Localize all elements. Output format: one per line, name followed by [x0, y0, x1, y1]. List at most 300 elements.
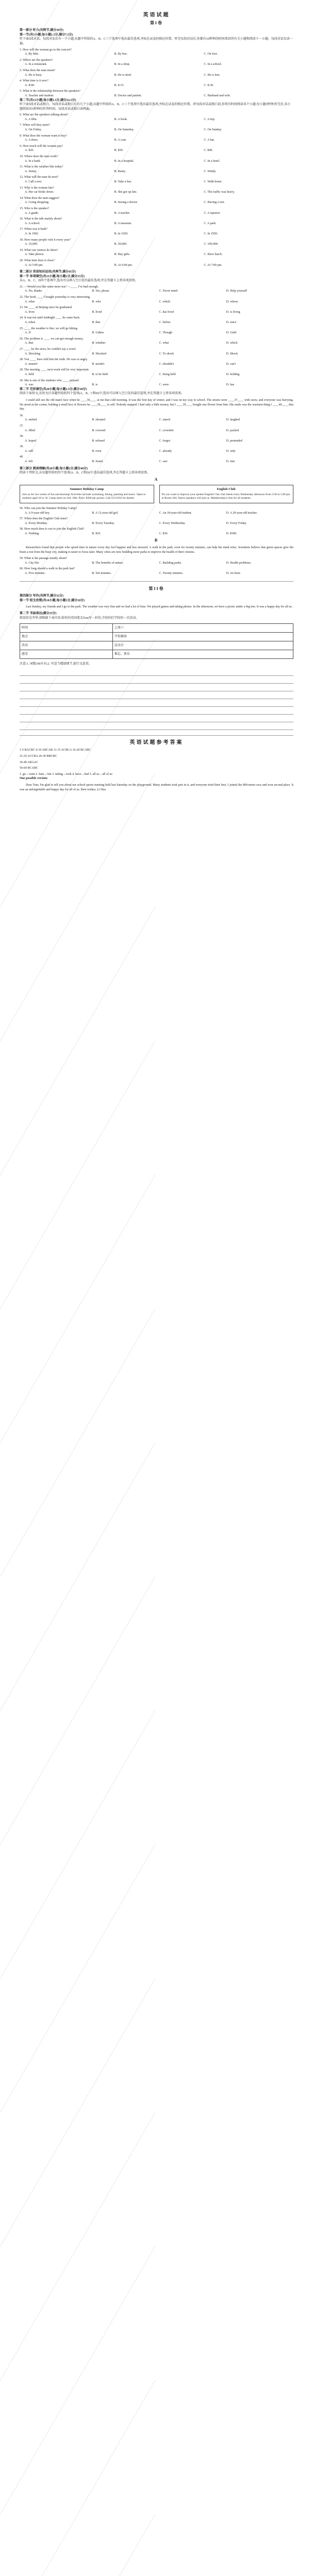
listening-question-text: 11. What is the weather like today?	[20, 165, 63, 169]
listening-question	[20, 79, 293, 88]
grammar-question-text: 26. The problem is ____ we can get enough money.	[20, 337, 84, 341]
grammar-question-text: 23. He ____ in Beijing since he graduated.	[20, 306, 73, 310]
listening-question-text: 7. When will they meet?	[20, 124, 50, 127]
reading-a-option-b[interactable]: B. A 12-year-old girl.	[92, 511, 119, 515]
reading-b-option-b[interactable]: B. The benefits of nature.	[92, 561, 124, 565]
cloze-option-a[interactable]: A. hoped	[25, 439, 36, 443]
listening-questions-1-5	[20, 48, 293, 98]
grammar-option-a[interactable]: A. lives	[25, 310, 35, 314]
cloze-options	[20, 418, 293, 422]
grammar-options	[20, 362, 293, 367]
listening-option-b[interactable]: B. Seeing a doctor.	[114, 201, 138, 205]
watermark-line	[0, 1443, 156, 1845]
listening-question	[20, 58, 293, 67]
listening-option-b[interactable]: B. He is tired.	[114, 73, 132, 77]
reading-b-option-c[interactable]: C. Building parks.	[159, 561, 182, 565]
listening-option-b[interactable]: B. A book.	[114, 117, 128, 121]
listening-question-text: 16. What is the talk mainly about?	[20, 217, 62, 221]
cloze-option-c[interactable]: C. saw	[159, 460, 168, 464]
watermark-line	[0, 1309, 156, 1711]
listening-section-2-heading: 第二节(共15小题;每小题1.5分,满分22.5分)	[20, 98, 76, 102]
grammar-option-d[interactable]: D. Shock	[226, 352, 238, 355]
divider	[20, 581, 293, 582]
cloze-question-number: 37.	[20, 424, 24, 428]
listening-option-c[interactable]: C. At 7:00 pm.	[204, 263, 222, 267]
reading-a-option-c[interactable]: C. Every Wednesday.	[159, 521, 186, 525]
divider-answers	[20, 735, 293, 736]
listening-question	[20, 259, 293, 267]
reading-a-option-c[interactable]: C. An 18-year-old student.	[159, 511, 192, 515]
answers-listening: 1-5 BACBC 6-10 ABCAB 11-15 ACBCA 16-20 BCABC	[20, 749, 91, 752]
listening-option-c[interactable]: C. A trip.	[204, 117, 216, 121]
grammar-option-d[interactable]: D. which	[226, 342, 238, 345]
watermark-line	[0, 1175, 156, 1577]
cloze-option-d[interactable]: D. met	[226, 460, 235, 464]
listening-question-text: 19. What can visitors do there?	[20, 248, 58, 252]
grammar-option-c[interactable]: C. which	[159, 300, 171, 303]
cloze-option-b[interactable]: B. even	[92, 449, 102, 453]
grammar-option-c[interactable]: C. Though	[159, 331, 173, 335]
correction-heading: 第一节 短文改错(共10小题;每小题1分,满分10分)	[20, 599, 85, 602]
listening-options	[20, 190, 293, 195]
listening-question	[20, 175, 293, 184]
grammar-question	[20, 285, 293, 294]
grammar-option-d[interactable]: D. holding	[226, 372, 240, 376]
cloze-question-number: 40.	[20, 455, 24, 459]
reading-a-options	[20, 532, 293, 536]
grammar-option-b[interactable]: B. Shocked	[92, 352, 106, 355]
writing-answer-lines[interactable]	[20, 668, 293, 730]
listening-option-c[interactable]: C. A park.	[204, 222, 217, 225]
listening-option-a[interactable]: A. By bike.	[25, 53, 39, 56]
grammar-options	[20, 331, 293, 335]
reading-a-label: A	[154, 477, 159, 482]
grammar-question-text: 25. ____ the weather is fine, we will go hiking.	[20, 327, 78, 330]
grammar-option-a[interactable]: A. held	[25, 372, 34, 376]
cloze-options	[20, 460, 293, 464]
volume-1-heading: 第I卷	[150, 20, 163, 25]
grammar-question	[20, 327, 293, 335]
reading-a-option-c[interactable]: C. $30.	[159, 532, 169, 535]
listening-option-a[interactable]: A. Call a taxi.	[25, 180, 42, 183]
writing-table-row	[20, 641, 293, 650]
writing-table-cell: 地点	[20, 633, 113, 641]
grammar-option-a[interactable]: A. No, thanks	[25, 290, 42, 293]
grammar-option-b[interactable]: B. lived	[92, 310, 102, 314]
cloze-option-a[interactable]: A. smiled	[25, 418, 37, 422]
reading-b-option-a[interactable]: A. City life.	[25, 561, 40, 565]
reading-instructions: 阅读下列短文,从每题所给的四个选项(A、B、C和D)中,选出最佳选项,并在答题卡上将该项涂黑。	[20, 471, 151, 475]
listening-option-a[interactable]: A. He is busy.	[25, 73, 42, 77]
listening-option-c[interactable]: C. $40.	[204, 149, 213, 152]
grammar-option-b[interactable]: B. Yes, please	[92, 290, 109, 293]
cloze-question	[20, 445, 293, 453]
listening-question-text: 12. What will the man do next?	[20, 176, 59, 179]
writing-instructions: 假设你是李华,请根据下表内容,给你的英国笔友Tom写一封信,介绍你们学校的一次活动。	[20, 616, 139, 620]
grammar-option-a[interactable]: A. mustn't	[25, 362, 38, 366]
cloze-option-c[interactable]: C. crowded	[159, 429, 174, 432]
listening-option-c[interactable]: C. Husband and wife.	[204, 94, 231, 97]
listening-option-b[interactable]: B. On Saturday.	[114, 128, 134, 132]
listening-options	[20, 148, 293, 153]
listening-option-c[interactable]: C. A hat.	[204, 139, 215, 142]
listening-question-text: 5. What is the relationship between the speakers?	[20, 90, 81, 93]
grammar-option-d[interactable]: D. Help yourself	[226, 290, 247, 293]
cloze-option-a[interactable]: A. filled	[25, 429, 35, 432]
grammar-option-b[interactable]: B. to be held	[92, 372, 108, 376]
grammar-question	[20, 306, 293, 314]
reading-a-option-d[interactable]: D. Every Friday.	[226, 521, 247, 525]
reading-a-options	[20, 521, 293, 526]
listening-option-a[interactable]: A. 10,000.	[25, 243, 38, 246]
listening-option-c[interactable]: C. Having a rest.	[204, 201, 225, 205]
grammar-option-b[interactable]: B. who	[92, 300, 101, 303]
listening-option-b[interactable]: B. A teacher.	[114, 211, 130, 215]
reading-b-label: B	[154, 537, 159, 543]
cloze-question	[20, 455, 293, 464]
listening-option-a[interactable]: A. A school.	[25, 222, 40, 225]
reading-a-option-b[interactable]: B. Every Tuesday.	[92, 521, 115, 525]
cloze-question	[20, 424, 293, 433]
grammar-question	[20, 347, 293, 356]
grammar-option-a[interactable]: A. If	[25, 331, 31, 335]
writing-table-cell: 感受	[20, 650, 113, 659]
listening-options	[20, 200, 293, 205]
writing-table-cell: 难忘、快乐	[112, 650, 293, 659]
notice-box-left	[20, 485, 154, 503]
cloze-options	[20, 439, 293, 444]
listening-option-c[interactable]: C. On foot.	[204, 53, 218, 56]
listening-option-a[interactable]: A. $20.	[25, 149, 34, 152]
cloze-options	[20, 449, 293, 454]
listening-question	[20, 207, 293, 215]
notice-boxes	[20, 485, 293, 503]
listening-question-text: 2. Where are the speakers?	[20, 58, 53, 62]
listening-question	[20, 89, 293, 98]
reading-a-question-text: 56. Who can join the Summer Holiday Camp?	[20, 506, 77, 510]
grammar-question	[20, 316, 293, 325]
grammar-question-text: 24. It was not until midnight ____ he came back.	[20, 316, 80, 320]
listening-option-c[interactable]: C. The traffic was heavy.	[204, 191, 235, 194]
grammar-option-d[interactable]: D. has	[226, 383, 235, 387]
cloze-option-c[interactable]: C. stared	[159, 418, 170, 422]
notice-box-right-body: Do you want to improve your spoken English? Our club meets every Wednesday afternoon from 3:30 to 5:00 pm in Room 204. Native speakers will join us. Membership is free for all students.	[161, 493, 290, 500]
listening-question	[20, 69, 293, 77]
cloze-question-number: 39.	[20, 445, 24, 449]
grammar-option-c[interactable]: C. being held	[159, 372, 176, 376]
grammar-option-b[interactable]: B. Unless	[92, 331, 104, 335]
cloze-options	[20, 414, 293, 464]
listening-option-a[interactable]: A. Teacher and student.	[25, 94, 54, 97]
listening-option-a[interactable]: A. A dress.	[25, 139, 39, 142]
reading-a-options	[20, 511, 293, 516]
grammar-option-c[interactable]: C. Never mind	[159, 290, 177, 293]
listening-question	[20, 227, 293, 236]
listening-option-a[interactable]: A. 8:00.	[25, 83, 35, 87]
answers-grammar: 21-25 ACCBA 26-30 BBCBC	[20, 755, 57, 758]
grammar-option-d[interactable]: D. since	[226, 321, 237, 325]
listening-option-b[interactable]: B. Rainy.	[114, 170, 126, 173]
reading-b-questions	[20, 556, 293, 575]
part-4-heading: 第四部分 写作(共两节,满分35分)	[20, 595, 63, 598]
listening-question	[20, 113, 293, 122]
grammar-option-a[interactable]: A. that	[25, 342, 34, 345]
listening-section-2-instructions: 听下面5段对话或独白。每段对话或独白后有几个小题,从题中所给的A、B、C三个选项中选出最佳选项,并标在试卷的相应位置。听每段对话或独白前,你将有时间阅读各个小题,每小题5秒钟;听完后,各小题将给出5秒钟的作答时间。每段对话或独白读两遍。	[20, 103, 291, 111]
watermark-line	[0, 1577, 156, 1979]
listening-option-b[interactable]: B. At 6:00 pm.	[114, 263, 133, 267]
cloze-option-b[interactable]: B. refused	[92, 439, 105, 443]
listening-question	[20, 248, 293, 257]
cloze-option-a[interactable]: A. still	[25, 449, 34, 453]
watermark-line	[0, 1711, 156, 2113]
reading-a-question	[20, 506, 293, 515]
listening-option-c[interactable]: C. On Sunday.	[204, 128, 222, 132]
listening-question-text: 13. Why is the woman late?	[20, 186, 54, 190]
listening-options	[20, 94, 293, 98]
listening-option-b[interactable]: B. In 1920.	[114, 232, 128, 235]
grammar-option-c[interactable]: C. what	[159, 342, 169, 345]
grammar-question-text: 28. You ____ have told him the truth. He was so angry.	[20, 358, 88, 362]
listening-option-b[interactable]: B. Buy gifts.	[114, 253, 130, 257]
grammar-option-d[interactable]: D. is living	[226, 310, 240, 314]
listening-option-a[interactable]: A. Take photos.	[25, 253, 44, 257]
reading-b-question	[20, 556, 293, 565]
grammar-option-c[interactable]: C. To shock	[159, 352, 174, 355]
notice-box-right-title: English Club	[217, 487, 236, 492]
grammar-question	[20, 337, 293, 346]
grammar-question-text: 29. The meeting ____ next week will be very important.	[20, 368, 90, 372]
listening-question-text: 6. What are the speakers talking about?	[20, 113, 69, 117]
grammar-question-text: 27. ____ by the news, he couldn't say a word.	[20, 348, 76, 351]
volume-2-heading: 第II卷	[149, 586, 164, 591]
reading-a-question	[20, 527, 293, 536]
writing-table-row	[20, 624, 293, 633]
grammar-options	[20, 383, 293, 387]
cloze-question-number: 36.	[20, 414, 24, 417]
reading-a-option-a[interactable]: A. Every Monday.	[25, 521, 48, 525]
listening-option-b[interactable]: B. $30.	[114, 149, 124, 152]
part-3-heading: 第三部分 阅读理解(共20小题;每小题2分,满分40分)	[20, 467, 88, 470]
listening-options	[20, 211, 293, 216]
grammar-questions	[20, 285, 293, 387]
reading-b-question-text: 59. What is the passage mainly about?	[20, 557, 68, 561]
cloze-question-number: 38.	[20, 435, 24, 438]
listening-option-a[interactable]: A. Her car broke down.	[25, 191, 54, 194]
listening-option-c[interactable]: C. Walk home.	[204, 180, 223, 183]
grammar-question	[20, 368, 293, 377]
answers-writing-title: One possible version:	[20, 777, 48, 781]
reading-a-option-d[interactable]: D. $300.	[226, 532, 237, 535]
grammar-options	[20, 372, 293, 377]
listening-option-b[interactable]: B. She got up late.	[114, 191, 137, 194]
reading-b-passage: Researchers found that people who spend time in nature every day feel happier and less stressed. A walk in the park, even for twenty minutes, can help the mind relax. Scientists believe that green spaces give the brain a rest from the busy city, making it easier to focus later. Many cities are now building more parks to improve the health of their citizens.	[20, 546, 293, 554]
listening-option-a[interactable]: A. Going shopping.	[25, 201, 50, 205]
listening-option-a[interactable]: A. Sunny.	[25, 170, 37, 173]
reading-a-option-d[interactable]: D. A 20-year-old teacher.	[226, 511, 258, 515]
watermark-line	[0, 2515, 156, 2576]
listening-question	[20, 123, 293, 132]
listening-questions-6-20	[20, 113, 293, 267]
listening-question-text: 1. How will the woman go to the concert?	[20, 48, 72, 52]
listening-question-text: 8. What does the woman want to buy?	[20, 134, 67, 138]
grammar-option-a[interactable]: A. when	[25, 321, 36, 325]
grammar-option-c[interactable]: C. before	[159, 321, 171, 325]
part-1-heading: 第一部分 听力(共两节,满分30分)	[20, 29, 63, 32]
listening-option-b[interactable]: B. In a hospital.	[114, 159, 134, 163]
listening-option-b[interactable]: B. Doctor and patient.	[114, 94, 142, 97]
listening-option-a[interactable]: A. In a restaurant.	[25, 63, 47, 66]
grammar-option-a[interactable]: A. Shocking	[25, 352, 40, 355]
reading-b-option-d[interactable]: D. Health problems.	[226, 561, 252, 565]
notice-box-left-body: Join us for two weeks of fun and learning! Activities include swimming, hiking, painting and music. Open to students aged 10 to 16. Camp starts on July 10th. Price: $300 per person. Call 555-0192 for details.	[22, 493, 146, 500]
listening-option-c[interactable]: C. 8:30.	[204, 83, 214, 87]
grammar-option-b[interactable]: B. is	[92, 383, 98, 387]
listening-question	[20, 238, 293, 247]
grammar-option-b[interactable]: B. whether	[92, 342, 106, 345]
reading-b-option-b[interactable]: B. Ten minutes.	[92, 572, 112, 575]
reading-a-option-b[interactable]: B. $10.	[92, 532, 101, 535]
cloze-option-b[interactable]: B. shouted	[92, 418, 105, 422]
grammar-question	[20, 358, 293, 366]
cloze-option-a[interactable]: A. felt	[25, 460, 33, 464]
grammar-question	[20, 379, 293, 387]
listening-question-text: 4. What time is it now?	[20, 79, 48, 83]
listening-option-b[interactable]: B. In a shop.	[114, 63, 130, 66]
reading-a-question-text: 57. When does the English Club meet?	[20, 517, 68, 521]
listening-option-c[interactable]: C. He is free.	[204, 73, 221, 77]
listening-option-a[interactable]: A. In a bank.	[25, 159, 41, 163]
listening-question-text: 3. What does the man mean?	[20, 69, 56, 72]
cloze-option-b[interactable]: B. found	[92, 460, 103, 464]
listening-options	[20, 128, 293, 132]
writing-table-cell: 运动会	[112, 641, 293, 650]
grammar-options	[20, 310, 293, 315]
grammar-question-text: 22. The book ____ I bought yesterday is very interesting.	[20, 296, 91, 299]
listening-options	[20, 62, 293, 67]
listening-option-c[interactable]: C. A reporter.	[204, 211, 221, 215]
grammar-option-a[interactable]: A. what	[25, 300, 35, 303]
correction-passage: Last Sunday, my friends and I go to the park. The weather was very fine and we had a lot of funs. We played games and taking photos. In the afternoon, we have a picnic under a big tree. It was a happy day for all us.	[26, 605, 293, 609]
watermark-line	[0, 1041, 156, 1443]
grammar-option-a[interactable]: A. was	[25, 383, 34, 387]
writing-table-cell: 上周六	[112, 624, 293, 633]
listening-options	[20, 73, 293, 78]
cloze-option-b[interactable]: B. covered	[92, 429, 106, 432]
listening-option-a[interactable]: A. A guide.	[25, 211, 39, 215]
grammar-option-c[interactable]: C. shouldn't	[159, 362, 174, 366]
reading-b-question-text: 60. How long should a walk in the park last?	[20, 567, 75, 571]
writing-table-row	[20, 650, 293, 659]
listening-option-a[interactable]: A. A film.	[25, 117, 38, 121]
listening-section-1-instructions: 听下面5段对话。每段对话后有一个小题,从题中所给的A、B、C三个选项中选出最佳选项,并标在试卷的相应位置。听完每段对话后,你都有10秒钟的时间来回答有关小题和阅读下一小题。每段对话仅读一遍。	[20, 38, 293, 45]
cloze-passage: I could still see the old man's face when he ____36____ at me that cold morning. It was the first day of winter, and I was on my way to school. The streets were ____37____ with snow, and everyone was hurrying. He stood at the corner, holding a small box of flowers he ____38____ to sell. Nobody stopped. I had only a little money, but I ____39____ bought one flower from him. His smile was the warmest thing I ____40____ that day.	[20, 398, 293, 411]
listening-option-a[interactable]: A. On Friday.	[25, 128, 42, 132]
cloze-heading: 第二节 完形填空(共20小题;每小题1.5分,满分30分)	[20, 387, 87, 391]
listening-option-b[interactable]: B. A museum.	[114, 222, 132, 225]
writing-heading: 第二节 书面表达(满分25分)	[20, 612, 57, 616]
listening-options	[20, 52, 293, 57]
reading-a-question-text: 58. How much does it cost to join the English Club?	[20, 528, 85, 531]
grammar-option-b[interactable]: B. needn't	[92, 362, 105, 366]
grammar-option-c[interactable]: C. has lived	[159, 310, 174, 314]
listening-option-b[interactable]: B. A coat.	[114, 139, 127, 142]
listening-option-a[interactable]: A. In 1902.	[25, 232, 39, 235]
cloze-option-d[interactable]: D. packed	[226, 429, 239, 432]
reading-b-options	[20, 571, 293, 576]
listening-options	[20, 232, 293, 236]
listening-option-c[interactable]: C. Windy.	[204, 170, 217, 173]
listening-option-b[interactable]: B. 50,000.	[114, 243, 127, 246]
cloze-option-c[interactable]: C. already	[159, 449, 172, 453]
cloze-option-d[interactable]: D. laughed	[226, 418, 240, 422]
cloze-question	[20, 434, 293, 443]
writing-table	[20, 623, 293, 659]
listening-options	[20, 159, 293, 164]
reading-b-option-d[interactable]: D. An hour.	[226, 572, 241, 575]
watermark-line	[0, 1845, 156, 2247]
reading-b-question	[20, 567, 293, 575]
grammar-option-d[interactable]: D. whose	[226, 300, 238, 303]
cloze-option-d[interactable]: D. pretended	[226, 439, 242, 443]
watermark-line	[0, 907, 156, 1309]
listening-question	[20, 217, 293, 226]
listening-option-c[interactable]: C. Have lunch.	[204, 253, 223, 257]
listening-option-c[interactable]: C. 100,000.	[204, 243, 219, 246]
grammar-option-c[interactable]: C. were	[159, 383, 169, 387]
grammar-options	[20, 352, 293, 357]
grammar-options	[20, 341, 293, 346]
reading-a-option-a[interactable]: A. A 9-year-old boy.	[25, 511, 50, 515]
listening-option-b[interactable]: B. 8:15.	[114, 83, 124, 87]
cloze-instructions: 阅读下面短文,从短文后各题所给的四个选项(A、B、C和D)中,选出可以填入空白处的最佳选项,并在答题卡上将该项涂黑。	[20, 392, 185, 396]
writing-table-row	[20, 633, 293, 641]
listening-question-text: 20. What time does it close?	[20, 259, 55, 262]
grammar-option-d[interactable]: D. can't	[226, 362, 236, 366]
watermark-line	[0, 1979, 156, 2381]
listening-options	[20, 83, 293, 88]
reading-b-option-a[interactable]: A. Five minutes.	[25, 572, 45, 575]
reading-a-option-a[interactable]: A. Nothing.	[25, 532, 40, 535]
reading-a-questions	[20, 506, 293, 536]
grammar-question-text: 21. —Would you like some more tea? —____. I've had enough.	[20, 285, 99, 289]
notice-box-left-title: Summer Holiday Camp	[70, 487, 104, 492]
listening-question	[20, 186, 293, 195]
listening-question	[20, 165, 293, 174]
grammar-option-d[interactable]: D. Until	[226, 331, 237, 335]
listening-question	[20, 155, 293, 163]
grammar-question	[20, 295, 293, 304]
answers-writing: Dear Tom, I'm glad to tell you about our school sports meeting held last Saturday on the playground. Many students took part in it, and everyone tried their best. I joined the 800-metre race and won second place. It was an unforgettable and happy day for all of us. Best wishes, Li Hua	[20, 783, 293, 791]
listening-question-text: 18. How many people visit it every year?	[20, 238, 71, 242]
listening-option-a[interactable]: A. At 5:00 pm.	[25, 263, 43, 267]
cloze-option-d[interactable]: D. only	[226, 449, 236, 453]
listening-option-c[interactable]: C. In 1950.	[204, 232, 218, 235]
writing-note: 注意:1. 词数100左右;2. 可适当增加细节,使行文连贯。	[20, 663, 92, 666]
listening-option-b[interactable]: B. Take a bus.	[114, 180, 132, 183]
cloze-options	[20, 429, 293, 433]
listening-option-b[interactable]: B. By bus.	[114, 53, 127, 56]
listening-options	[20, 138, 293, 143]
listening-option-c[interactable]: C. In a hotel.	[204, 159, 220, 163]
cloze-option-c[interactable]: C. forgot	[159, 439, 171, 443]
listening-option-c[interactable]: C. In a school.	[204, 63, 222, 66]
listening-question	[20, 196, 293, 205]
listening-options	[20, 180, 293, 184]
grammar-option-b[interactable]: B. that	[92, 321, 101, 325]
listening-question-text: 17. When was it built?	[20, 228, 48, 231]
listening-options	[20, 252, 293, 257]
reading-b-option-c[interactable]: C. Twenty minutes.	[159, 572, 184, 575]
